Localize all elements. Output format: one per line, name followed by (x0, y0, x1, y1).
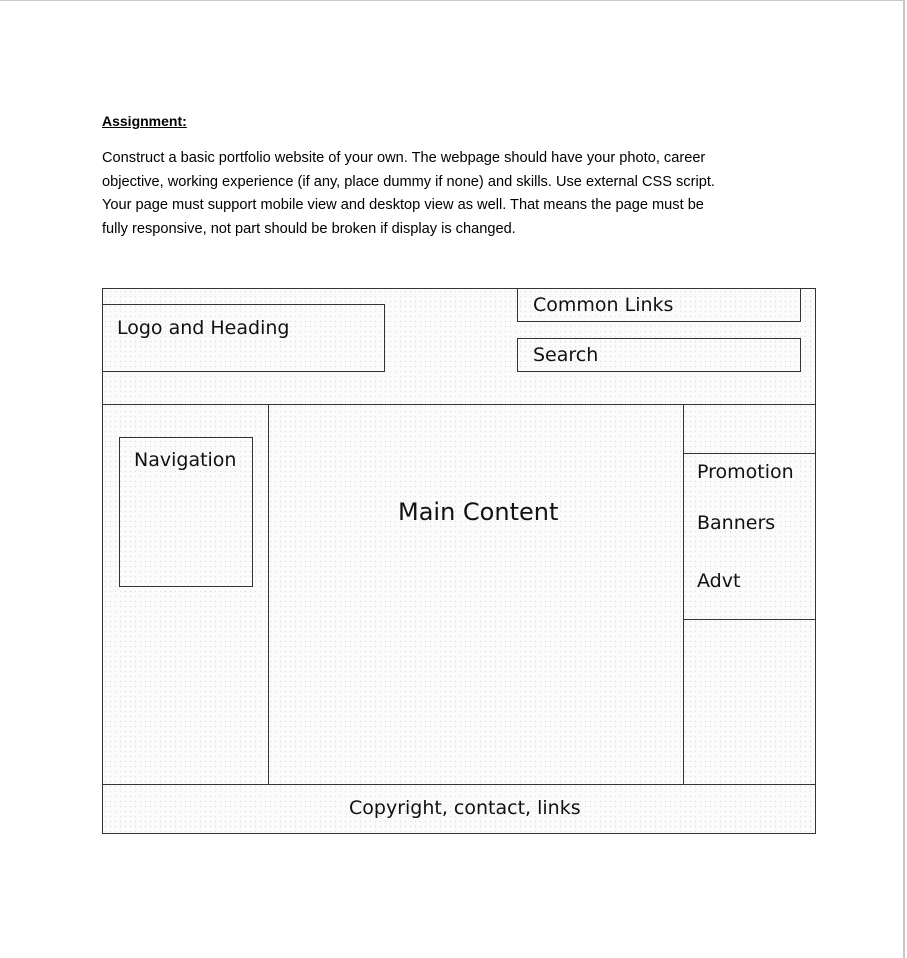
common-links-label: Common Links (533, 294, 674, 316)
footer-label: Copyright, contact, links (349, 797, 581, 819)
assignment-line: fully responsive, not part should be broken if display is changed. (102, 220, 516, 237)
assignment-line: objective, working experience (if any, place dummy if none) and skills. Use external CSS script. (102, 173, 715, 190)
search-label: Search (533, 344, 599, 366)
promotion-label: Promotion (697, 461, 794, 483)
assignment-heading: Assignment: (102, 113, 187, 129)
assignment-text (102, 147, 802, 241)
right-column-divider (683, 404, 684, 784)
logo-heading-box (102, 304, 385, 372)
footer-divider (103, 784, 815, 785)
promotion-bottom-divider (683, 619, 815, 620)
logo-heading-label: Logo and Heading (117, 317, 290, 339)
assignment-line: Your page must support mobile view and desktop view as well. That means the page must be (102, 197, 704, 213)
layout-wireframe (102, 288, 816, 834)
promotion-top-divider (683, 453, 815, 454)
header-divider (103, 404, 815, 405)
navigation-box (119, 437, 253, 587)
search-box (517, 338, 801, 372)
common-links-box (517, 288, 801, 322)
main-content-label: Main Content (398, 498, 559, 526)
advt-label: Advt (697, 570, 741, 592)
navigation-label: Navigation (134, 449, 237, 471)
left-column-divider (268, 404, 269, 784)
assignment-line: Construct a basic portfolio website of your own. The webpage should have your photo, career (102, 150, 706, 166)
banners-label: Banners (697, 512, 776, 534)
